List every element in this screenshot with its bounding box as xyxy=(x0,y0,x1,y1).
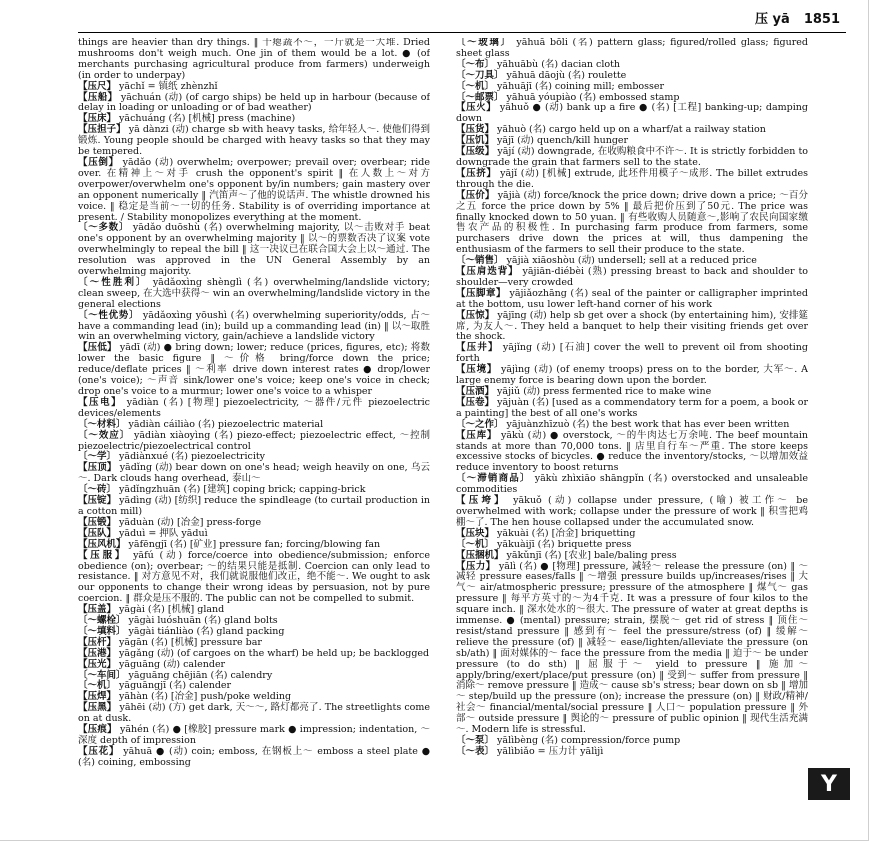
entry-definition: yādǎo duōshù (名) overwhelming majority, 以～击败对手 beat one's opponent by an overwhelming majority ‖ 以～的票数否决了议案 vote overwhelmingly to repeal the bill ‖ 这一决议已在联合国大会上以～通过. The resolution was approved in the UN General Assembly by an overwhelming majority. xyxy=(78,222,430,278)
entry-headword: 【压饥】 xyxy=(456,135,495,147)
entry-definition: yākǔnjī (名) [农业] bale/baling press xyxy=(506,549,677,561)
entry-definition: yāhuā bōli (名) pattern glass; figured/rolled glass; figured sheet glass xyxy=(456,38,808,59)
entry-headword: 【压尺】 xyxy=(78,80,117,92)
entry-headword: 〔～邮票〕 xyxy=(456,91,504,103)
entry-definition: yādiàn cáiliào (名) piezoelectric material xyxy=(128,418,324,430)
entry-definition: yākù zhìxiāo shāngpǐn (名) overstocked and unsaleable commodities xyxy=(456,473,808,496)
entry-definition: yāchuáng (名) [机械] press (machine) xyxy=(119,113,296,125)
dictionary-entry xyxy=(78,343,430,398)
entry-definition: yājià xiāoshòu (动) undersell; sell at a reduced price xyxy=(506,255,757,267)
entry-headword: 【压痕】 xyxy=(78,724,117,736)
entry-headword: 〔～刀具〕 xyxy=(456,69,504,81)
dictionary-entry xyxy=(78,431,430,453)
dictionary-entry xyxy=(456,267,808,289)
entry-headword: 【压风机】 xyxy=(78,538,126,550)
entry-definition: yājǐng (动) [石油] cover the well to prevent oil from shooting forth xyxy=(456,342,808,365)
entry-headword: 〔～表〕 xyxy=(456,745,495,757)
entry-headword: 【压杆】 xyxy=(78,636,117,648)
dictionary-entry xyxy=(456,562,808,737)
entry-definition: yāfú (动) force/coerce into obedience/submission; enforce obedience (on); overbear; ～的结果只能是抵制. Coercion can only lead to resistance. ‖ 对方意见不对，我们就说服他们改正，绝不能～. We ought to ask our opponents to change their wrong ideas by persuasion, not by pure coercion. ‖ 群众是压不服的. The public can not be compelled to submit. xyxy=(78,549,430,605)
entry-headword: 【压货】 xyxy=(456,124,495,136)
entry-definition: yāhuājī (名) coining mill; embosser xyxy=(497,80,665,92)
entry-definition: yākuài (名) [冶金] briquetting xyxy=(497,527,636,539)
entry-definition: yālì (名) ● [物理] pressure, 减轻～ release the pressure (on) ‖ ～减轻 pressure eases/falls ‖ ～增强 pressure builds up/increases/rises ‖ 大气～ air/atmospheric pressure; pressure of the atmosphere ‖ 煤气～ gas pressure ‖ 每平方英寸的～为4千克. It was a pressure of four kilos to the square inch. ‖ 深水处水的～很大. The pressure of water at great depths is immense. ● (mental) pressure; strain, 摆脱～ get rid of stress ‖ 顶住～ resist/stand pressure ‖ 感到有～ feel the pressure/stress (of) ‖ 缓解～ relieve the pressure (of) ‖ 减轻～ ease/lighten/alleviate the pressure (on sb/ath) ‖ 面对媒体的～ face the pressure from the media ‖ 迫于～ be under pressure (to do sth) ‖ 屈服于～ yield to pressure ‖ 施加～ apply/bring/exert/place/put pressure (on) ‖ 受到～ suffer from pressure ‖ 消除～ remove pressure ‖ 造成～ cause sb's stress; bear down on sb ‖ 增加～ step/build up the pressure (on); increase the pressure (on) ‖ 财政/精神/社会～ financial/mental/social pressure ‖ 人口～ population pressure ‖ 外部～ outside pressure ‖ 舆论的～ pressure of public opinion ‖ 现代生活充满～. Modern life is stressful. xyxy=(456,560,808,736)
dictionary-entry xyxy=(78,463,430,485)
dictionary-entry xyxy=(78,725,430,747)
entry-definition: yākù (动) ● overstock, ～的牛肉达七万余吨. The beef mountain stands at more than 70,000 tons. ‖ 店里自行车～严重. The store keeps excessive stocks of bicycles. ● reduce the inventory/stocks, ～以增加效益 reduce inventory to boost returns xyxy=(456,429,808,474)
dictionary-entry xyxy=(456,169,808,191)
right-column xyxy=(456,38,808,834)
entry-headword: 【压挤】 xyxy=(456,167,497,179)
entry-headword: 【压港】 xyxy=(78,647,117,659)
entry-definition: yājǐ (动) [机械] extrude, 此坯件用模子～成形. The billet extrudes through the die. xyxy=(456,167,808,190)
entry-headword: 【压力】 xyxy=(456,560,496,572)
dictionary-entry xyxy=(456,191,808,256)
dictionary-entry xyxy=(456,311,808,344)
dictionary-entry xyxy=(78,496,430,518)
entry-definition: yādiàn (名) [物理] piezoelectricity, ～器件/元件 piezoelectric devices/elements xyxy=(78,396,430,419)
entry-definition: yājiǔ (动) press fermented rice to make wine xyxy=(497,386,712,397)
entry-headword: 【压电】 xyxy=(78,396,123,408)
entry-headword: 〔～学〕 xyxy=(78,451,117,463)
entry-definition: yākuǒ (动) collapse under pressure, (喻) 被工作～ be overwhelmed with work; collapse under the pressure of work ‖ 积雪把鸡棚～了. The hen house collapsed under the accumulated snow. xyxy=(456,495,808,528)
entry-headword: 〔～机〕 xyxy=(78,680,117,692)
entry-definition: yādī (动) ● bring down; lower; reduce (prices, figures, etc); 将数 lower the basic figure ‖ ～价格 bring/force down the price; reduce/deflate prices ‖ ～利率 drive down interest rates ● drop/lower (one's voice); ～声音 sink/lower one's voice; keep one's voice in check; drop one's voice to a murmur; lower one's voice to a whisper xyxy=(78,342,430,397)
entry-headword: 【压盖】 xyxy=(78,604,117,616)
dictionary-entry xyxy=(78,398,430,420)
dictionary-entry xyxy=(456,474,808,496)
entry-headword: 【压垮】 xyxy=(456,495,507,507)
entry-headword: 〔～砖〕 xyxy=(78,484,117,496)
entry-headword: 〔～泵〕 xyxy=(456,735,495,746)
entry-definition: yādiànxué (名) piezoelectricity xyxy=(119,451,266,463)
entry-definition: yāhuò (名) cargo held up on a wharf/at a railway station xyxy=(497,124,766,136)
entry-definition: yāhuā ● (动) coin; emboss, 在钢板上～ emboss a steel plate ● (名) coining, embossing xyxy=(78,745,430,768)
entry-headword: 〔～之作〕 xyxy=(456,418,504,430)
entry-headword: 〔～材料〕 xyxy=(78,418,126,430)
entry-headword: 【压肩迭背】 xyxy=(456,266,519,278)
entry-definition: yāhàn (名) [冶金] push/poke welding xyxy=(119,691,292,703)
entry-definition: yādǎo (动) overwhelm; overpower; prevail over; overbear; ride over. 在精神上～对手 crush the opponent's spirit ‖ 在人数上～对方 overpower/overwhelm one's opponent by/in numbers; gain mastery over an opponent numerically ‖ 汽笛声～了他的说话声. The whistle drowned his voice. ‖ 稳定是当前～一切的任务. Stability is of overriding importance at present. / Stability monopolizes everything at the moment. xyxy=(78,156,430,223)
entry-headword: 〔～机〕 xyxy=(456,538,495,550)
entry-headword: 〔～布〕 xyxy=(456,58,495,70)
entry-definition: yāduàn (动) [冶金] press-forge xyxy=(119,516,262,528)
dictionary-entry xyxy=(456,496,808,529)
entry-definition: yājīng (动) help sb get over a shock (by entertaining him), 安排筵席, 为友人～. They held a banquet to help their visiting friends get over the shock. xyxy=(456,309,808,343)
entry-definition: yāgǎng (动) (of cargoes on the wharf) be held up; be backlogged xyxy=(119,647,430,659)
entry-headword: 【压卷】 xyxy=(456,396,495,408)
dictionary-entry xyxy=(78,703,430,725)
page-number: 1851 xyxy=(803,12,840,27)
entry-definition: yāchǐ = 镇纸 zhènzhǐ xyxy=(119,80,218,92)
entry-definition: yādiàn xiàoyìng (名) piezo-effect; piezoelectric effect, ～控制 piezoelectric/piezoelectrical control xyxy=(78,429,430,452)
dictionary-entry xyxy=(78,551,430,606)
page-header xyxy=(70,8,840,32)
entry-headword: 【压船】 xyxy=(78,91,118,103)
entry-headword: 【压火】 xyxy=(456,102,497,114)
entry-headword: 【压锻】 xyxy=(78,516,117,528)
entry-headword: 【压级】 xyxy=(456,146,495,158)
entry-headword: 【压光】 xyxy=(78,658,117,670)
entry-headword: 【压井】 xyxy=(456,342,499,354)
dictionary-entry xyxy=(78,93,430,115)
entry-headword: 〔～性胜利〕 xyxy=(78,276,148,288)
dictionary-entry xyxy=(456,103,808,125)
entry-definition: yājuàn (名) [used as a commendatory term for a poem, a book or a painting] the best of all one's works xyxy=(456,396,808,419)
entry-headword: 【压焊】 xyxy=(78,691,117,703)
entry-definition: yājí (动) downgrade, 在收购粮食中不许～. It is strictly forbidden to downgrade the grain that farmers sell to the state. xyxy=(456,146,808,168)
entry-definition: yāhuā yóupiào (名) embossed stamp xyxy=(506,91,680,103)
entry-definition: yājià (动) force/knock the price down; drive down a price; ～百分之五 force the price down by 5% ‖ 最后把价压到了50元. The price was finally knocked down to 50 yuan. ‖ 有些收购人员随意～,影响了农民向国家缴售农产品的积极性. In purchasing farm produce from farmers, some purchasers drive down the prices at will, thus dampening the enthusiasm of the farmers to sell their produce to the state. xyxy=(456,189,808,256)
entry-definition: yāfēngjī (名) [矿业] pressure fan; forcing/blowing fan xyxy=(128,538,381,550)
entry-definition: yāhén (名) ● [橡胶] pressure mark ● impression; indentation, ～深度 depth of impression xyxy=(78,724,430,746)
entry-headword: 【压境】 xyxy=(456,364,498,376)
entry-definition: yādǐng (动) bear down on one's head; weigh heavily on one, 乌云～. Dark clouds hang overhead, 泰山～ xyxy=(78,462,430,485)
entry-definition: yālìbèng (名) compression/force pump xyxy=(497,735,681,746)
dictionary-entry xyxy=(78,223,430,278)
entry-headword: 〔～机〕 xyxy=(456,80,495,92)
dictionary-entry xyxy=(78,278,430,311)
dictionary-entry xyxy=(78,38,430,82)
entry-headword: 〔～多数〕 xyxy=(78,222,130,234)
entry-headword: 〔～车间〕 xyxy=(78,669,126,681)
entry-definition: yāguāngjī (名) calender xyxy=(119,680,232,692)
entry-headword: 【压捆机】 xyxy=(456,549,504,561)
dictionary-entry xyxy=(78,311,430,344)
dictionary-entry xyxy=(78,158,430,223)
entry-definition: yāgài tiánliào (名) gland packing xyxy=(128,625,285,637)
dictionary-entry xyxy=(78,747,430,769)
entry-headword: 〔～销售〕 xyxy=(456,255,504,267)
entry-definition: yājìng (动) (of enemy troops) press on to the border, 大军～. A large enemy force is bearing down upon the border. xyxy=(456,364,808,387)
entry-headword: 【压库】 xyxy=(456,429,498,441)
entry-definition: yāhēi (动) (方) get dark, 天～～, 路灯都亮了. The streetlights come on at dusk. xyxy=(78,702,430,725)
entry-definition: yāguāng (动) calender xyxy=(119,658,226,670)
entry-definition: yā dànzi (动) charge sb with heavy tasks, 给年轻人～. 使他们得到锻炼. Young people should be charged with heavy tasks so that they may be tempered. xyxy=(78,124,430,158)
entry-headword: 【压顶】 xyxy=(78,462,117,474)
dictionary-entry xyxy=(456,365,808,387)
entry-headword: 〔～玻璃〕 xyxy=(456,38,512,48)
entry-headword: 〔～填料〕 xyxy=(78,625,126,637)
header-rule xyxy=(78,32,846,33)
dictionary-entry xyxy=(456,38,808,60)
entry-headword: 【压酒】 xyxy=(456,386,495,397)
entry-headword: 【压脚章】 xyxy=(456,287,506,299)
entry-headword: 〔～螺栓〕 xyxy=(78,615,126,627)
entry-definition: yādǐngzhuān (名) [建筑] coping brick; capping-brick xyxy=(119,484,366,496)
entry-headword: 【压锭】 xyxy=(78,495,117,507)
entry-headword: 【压块】 xyxy=(456,527,495,539)
entry-definition: yāhuǒ ● (动) bank up a fire ● (名) [工程] banking-up; damping down xyxy=(456,102,808,125)
running-headword: 压 yā xyxy=(755,12,790,27)
entry-definition: yāchuán (动) (of cargo ships) be held up in harbour (because of delay in loading or unloading or of bad weather) xyxy=(78,91,430,114)
dictionary-entry xyxy=(456,431,808,475)
entry-definition: yādǎoxìng shènglì (名) overwhelming/landslide victory; clean sweep, 在大选中获得～ win an overwhelming/landslide victory in the general elections xyxy=(78,276,430,310)
left-column xyxy=(78,38,430,834)
entry-definition: yālìbiǎo = 压力计 yālìjì xyxy=(497,745,604,757)
entry-definition: yāduì = 押队 yāduì xyxy=(119,527,208,539)
entry-definition: yādǎoxìng yōushì (名) overwhelming superiority/odds, 占～ have a commanding lead (in); build up a commanding lead (in) ‖ 以～取胜 win an overwhelming victory, gain/achieve a landslide victory xyxy=(78,309,430,343)
entry-headword: 【压惊】 xyxy=(456,309,495,321)
entry-headword: 【压黑】 xyxy=(78,702,117,714)
entry-headword: 〔～滞销商品〕 xyxy=(456,473,531,485)
entry-definition: yājuànzhīzuò (名) the best work that has ever been written xyxy=(506,418,790,430)
entry-headword: 〔～效应〕 xyxy=(78,429,131,441)
entry-headword: 【压队】 xyxy=(78,527,117,539)
entry-headword: 【压倒】 xyxy=(78,156,119,168)
entry-definition: yāgài luóshuān (名) gland bolts xyxy=(128,615,278,627)
entry-definition: yāgài (名) [机械] gland xyxy=(119,604,225,616)
dictionary-entry xyxy=(456,398,808,420)
entry-headword: 【压服】 xyxy=(78,549,128,561)
entry-definition: yājiǎozhāng (名) seal of the painter or calligrapher imprinted at the bottom, usu lower left-hand corner of his work xyxy=(456,287,808,310)
entry-headword: 【压低】 xyxy=(78,342,117,354)
dictionary-entry xyxy=(456,289,808,311)
entry-headword: 【压花】 xyxy=(78,745,120,757)
entry-definition: yākuàijī (名) briquette press xyxy=(497,538,632,550)
entry-headword: 【压床】 xyxy=(78,113,117,125)
entry-definition: things are heavier than dry things. ‖ 干瘪蔬不～，一斤就是一大堆. Dried mushrooms don't weigh much. One jin of them would be a lot. ● (of merchants purchasing agricultural produce from farmers) underweigh (in order to underpay) xyxy=(78,38,430,81)
dictionary-entry xyxy=(456,747,808,758)
dictionary-entry xyxy=(78,125,430,158)
entry-definition: yājiān-diébèi (熟) pressing breast to back and shoulder to shoulder—very crowded xyxy=(456,266,808,288)
entry-headword: 【压价】 xyxy=(456,189,495,201)
entry-headword: 【压担子】 xyxy=(78,124,126,136)
entry-definition: yāgān (名) [机械] pressure bar xyxy=(119,636,262,648)
entry-definition: yāhuābù (名) dacian cloth xyxy=(497,58,621,70)
entry-headword: 〔～性优势〕 xyxy=(78,309,140,321)
entry-definition: yāhuā dāojù (名) roulette xyxy=(506,69,627,81)
entry-definition: yājī (动) quench/kill hunger xyxy=(497,135,629,147)
thumb-index-tab: Y xyxy=(808,768,850,800)
entry-definition: yāguāng chējiān (名) calendry xyxy=(128,669,273,681)
dictionary-entry xyxy=(456,343,808,365)
dictionary-entry xyxy=(456,147,808,169)
entry-definition: yādìng (动) [纺织] reduce the spindleage (to curtail production in a cotton mill) xyxy=(78,495,430,517)
